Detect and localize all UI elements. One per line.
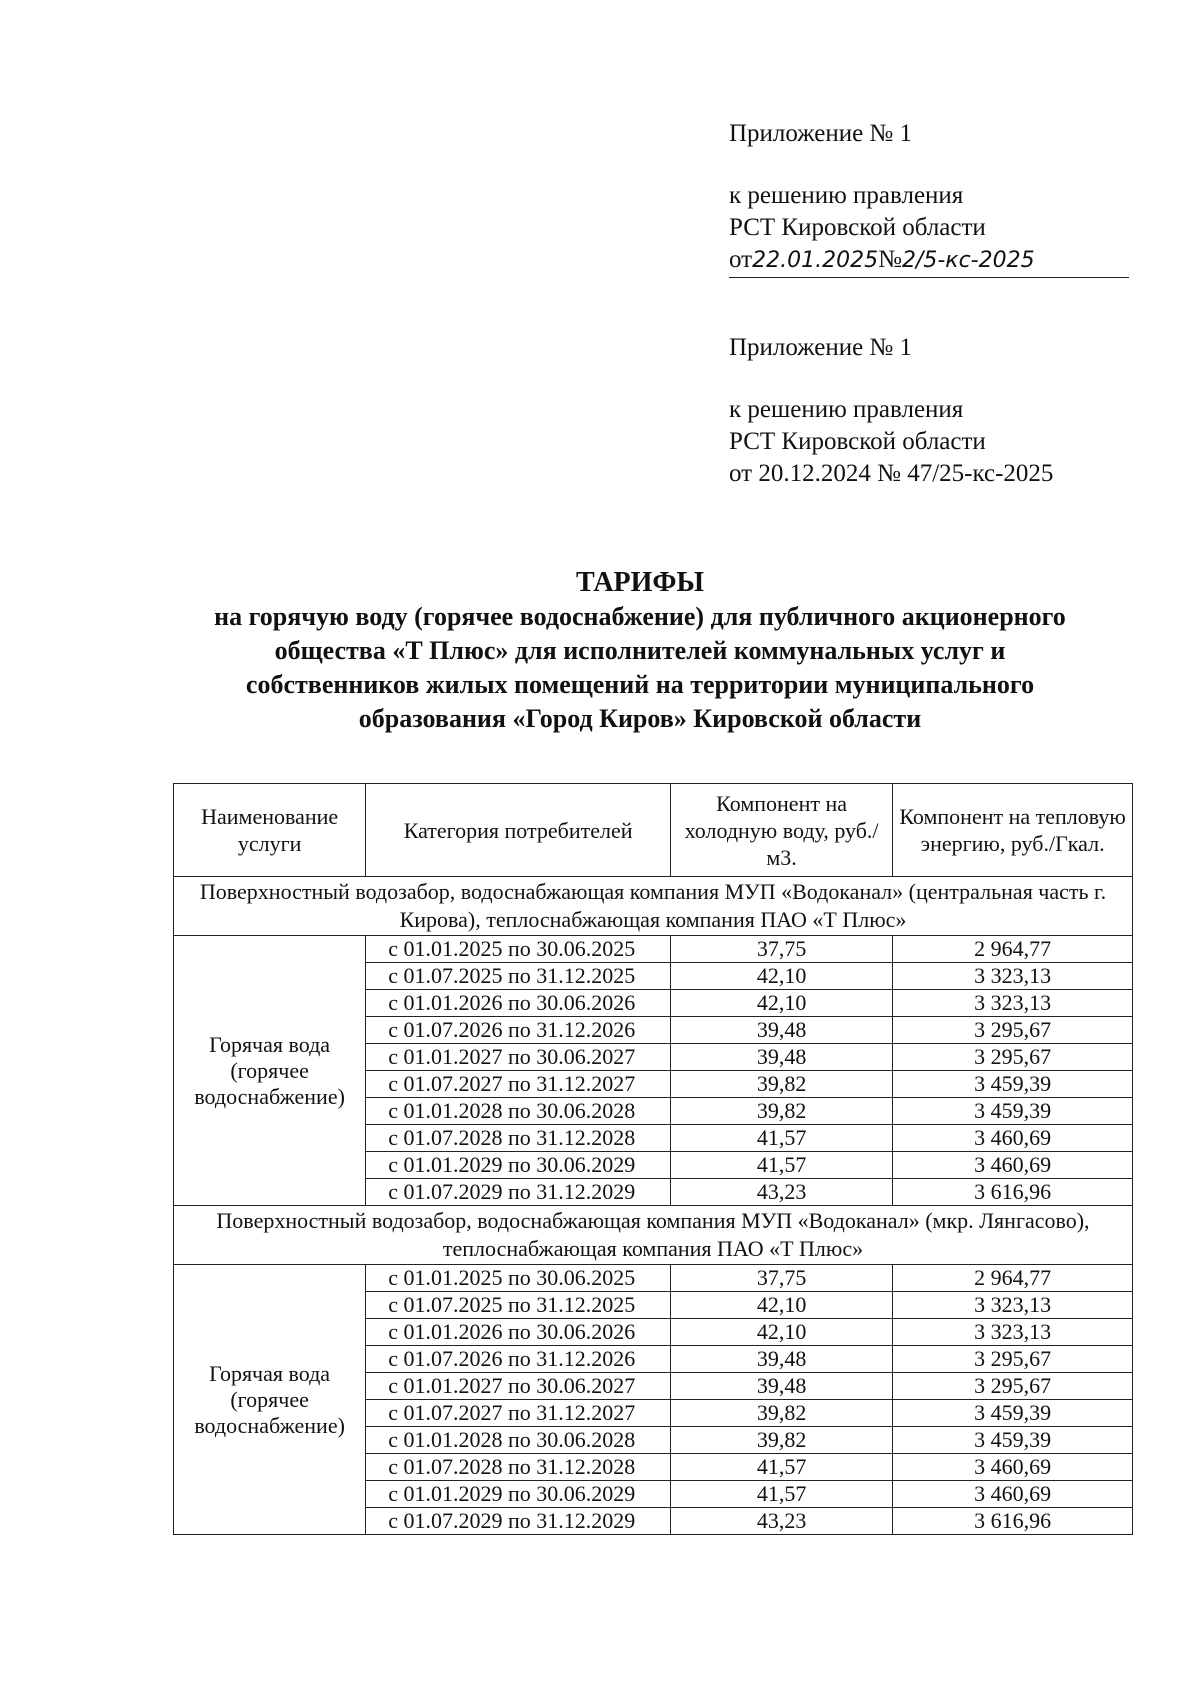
title-line3: собственников жилых помещений на территории муниципального — [245, 670, 1035, 699]
period-cell: с 01.07.2027 по 31.12.2027 — [366, 1400, 671, 1427]
heat-energy-cell: 3 616,96 — [893, 1179, 1133, 1206]
title-main: ТАРИФЫ — [576, 567, 704, 598]
period-cell: с 01.01.2027 по 30.06.2027 — [366, 1044, 671, 1071]
cold-water-cell: 39,82 — [670, 1071, 892, 1098]
heat-energy-cell: 3 459,39 — [893, 1071, 1133, 1098]
service-name-cell: Горячая вода (горячее водоснабжение) — [174, 1265, 366, 1535]
period-cell: с 01.07.2026 по 31.12.2026 — [366, 1346, 671, 1373]
cold-water-cell: 43,23 — [670, 1179, 892, 1206]
period-cell: с 01.01.2029 по 30.06.2029 — [366, 1481, 671, 1508]
section-heading-row — [174, 1206, 1133, 1265]
heat-energy-cell: 3 616,96 — [893, 1508, 1133, 1535]
header-service: Наименование услуги — [174, 784, 366, 877]
heat-energy-cell: 3 460,69 — [893, 1481, 1133, 1508]
heat-energy-cell: 3 460,69 — [893, 1125, 1133, 1152]
header-category: Категория потребителей — [366, 784, 671, 877]
section-heading: Поверхностный водозабор, водоснабжающая компания МУП «Водоканал» (центральная часть г. Кирова), теплоснабжающая компания ПАО «Т Плюс» — [174, 877, 1133, 936]
heat-energy-cell: 3 323,13 — [893, 1319, 1133, 1346]
cold-water-cell: 41,57 — [670, 1454, 892, 1481]
heat-energy-cell: 3 323,13 — [893, 963, 1133, 990]
cold-water-cell: 42,10 — [670, 1319, 892, 1346]
period-cell: с 01.01.2029 по 30.06.2029 — [366, 1152, 671, 1179]
appendix-old-line2: РСТ Кировской области — [729, 428, 986, 455]
period-cell: с 01.07.2027 по 31.12.2027 — [366, 1071, 671, 1098]
period-cell: с 01.07.2028 по 31.12.2028 — [366, 1125, 671, 1152]
cold-water-cell: 37,75 — [670, 936, 892, 963]
cold-water-cell: 39,48 — [670, 1017, 892, 1044]
heat-energy-cell: 3 295,67 — [893, 1346, 1133, 1373]
heat-energy-cell: 3 295,67 — [893, 1044, 1133, 1071]
heat-energy-cell: 3 323,13 — [893, 1292, 1133, 1319]
heat-energy-cell: 3 323,13 — [893, 990, 1133, 1017]
period-cell: с 01.07.2029 по 31.12.2029 — [366, 1179, 671, 1206]
period-cell: с 01.01.2027 по 30.06.2027 — [366, 1373, 671, 1400]
appendix-new-title: Приложение № 1 — [729, 120, 913, 147]
service-name-cell: Горячая вода (горячее водоснабжение) — [174, 936, 366, 1206]
appendix-new-line2: РСТ Кировской области — [729, 214, 986, 241]
section-heading-row — [174, 877, 1133, 936]
period-cell: с 01.01.2028 по 30.06.2028 — [366, 1427, 671, 1454]
cold-water-cell: 41,57 — [670, 1152, 892, 1179]
period-cell: с 01.07.2025 по 31.12.2025 — [366, 1292, 671, 1319]
tariff-table — [173, 783, 1133, 1535]
title-line4: образования «Город Киров» Кировской области — [358, 704, 922, 733]
header-cold-water: Компонент на холодную воду, руб./м3. — [670, 784, 892, 877]
cold-water-cell: 41,57 — [670, 1125, 892, 1152]
appendix-old-line3: от 20.12.2024 № 47/25-кс-2025 — [729, 460, 1054, 487]
period-cell: с 01.01.2025 по 30.06.2025 — [366, 936, 671, 963]
period-cell: с 01.01.2025 по 30.06.2025 — [366, 1265, 671, 1292]
cold-water-cell: 42,10 — [670, 1292, 892, 1319]
title-line1: на горячую воду (горячее водоснабжение) для публичного акционерного — [214, 602, 1066, 631]
appendix-new-line3 — [729, 244, 1129, 278]
header-heat-energy: Компонент на тепловую энергию, руб./Гкал. — [893, 784, 1133, 877]
heat-energy-cell: 3 459,39 — [893, 1427, 1133, 1454]
section-heading: Поверхностный водозабор, водоснабжающая компания МУП «Водоканал» (мкр. Лянгасово), теплоснабжающая компания ПАО «Т Плюс» — [174, 1206, 1133, 1265]
appendix-new-block — [729, 118, 1129, 278]
heat-energy-cell: 3 459,39 — [893, 1098, 1133, 1125]
appendix-new-line1: к решению правления — [729, 182, 964, 209]
period-cell: с 01.01.2026 по 30.06.2026 — [366, 1319, 671, 1346]
table-body — [174, 877, 1133, 1535]
heat-energy-cell: 3 460,69 — [893, 1152, 1133, 1179]
table-row — [174, 1265, 1133, 1292]
appendix-old-line1: к решению правления — [729, 396, 964, 423]
handwritten-number: 2/5-кс-2025 — [901, 248, 1035, 273]
appendix-new-number-sign: № — [878, 246, 902, 273]
period-cell: с 01.07.2028 по 31.12.2028 — [366, 1454, 671, 1481]
period-cell: с 01.07.2025 по 31.12.2025 — [366, 963, 671, 990]
handwritten-date: 22.01.2025 — [752, 248, 879, 273]
heat-energy-cell: 2 964,77 — [893, 1265, 1133, 1292]
cold-water-cell: 39,48 — [670, 1044, 892, 1071]
cold-water-cell: 39,48 — [670, 1373, 892, 1400]
table-header-row — [174, 784, 1133, 877]
cold-water-cell: 39,48 — [670, 1346, 892, 1373]
cold-water-cell: 39,82 — [670, 1427, 892, 1454]
appendix-new-from: от — [729, 246, 753, 273]
period-cell: с 01.07.2029 по 31.12.2029 — [366, 1508, 671, 1535]
cold-water-cell: 37,75 — [670, 1265, 892, 1292]
period-cell: с 01.01.2026 по 30.06.2026 — [366, 990, 671, 1017]
cold-water-cell: 42,10 — [670, 990, 892, 1017]
document-title — [150, 566, 1130, 736]
heat-energy-cell: 3 295,67 — [893, 1373, 1133, 1400]
cold-water-cell: 42,10 — [670, 963, 892, 990]
appendix-old-block — [729, 332, 1053, 490]
appendix-old-title: Приложение № 1 — [729, 334, 913, 361]
table-row — [174, 936, 1133, 963]
heat-energy-cell: 3 459,39 — [893, 1400, 1133, 1427]
period-cell: с 01.01.2028 по 30.06.2028 — [366, 1098, 671, 1125]
cold-water-cell: 43,23 — [670, 1508, 892, 1535]
cold-water-cell: 41,57 — [670, 1481, 892, 1508]
cold-water-cell: 39,82 — [670, 1400, 892, 1427]
cold-water-cell: 39,82 — [670, 1098, 892, 1125]
heat-energy-cell: 3 460,69 — [893, 1454, 1133, 1481]
heat-energy-cell: 3 295,67 — [893, 1017, 1133, 1044]
heat-energy-cell: 2 964,77 — [893, 936, 1133, 963]
period-cell: с 01.07.2026 по 31.12.2026 — [366, 1017, 671, 1044]
title-line2: общества «Т Плюс» для исполнителей коммунальных услуг и — [274, 636, 1006, 665]
